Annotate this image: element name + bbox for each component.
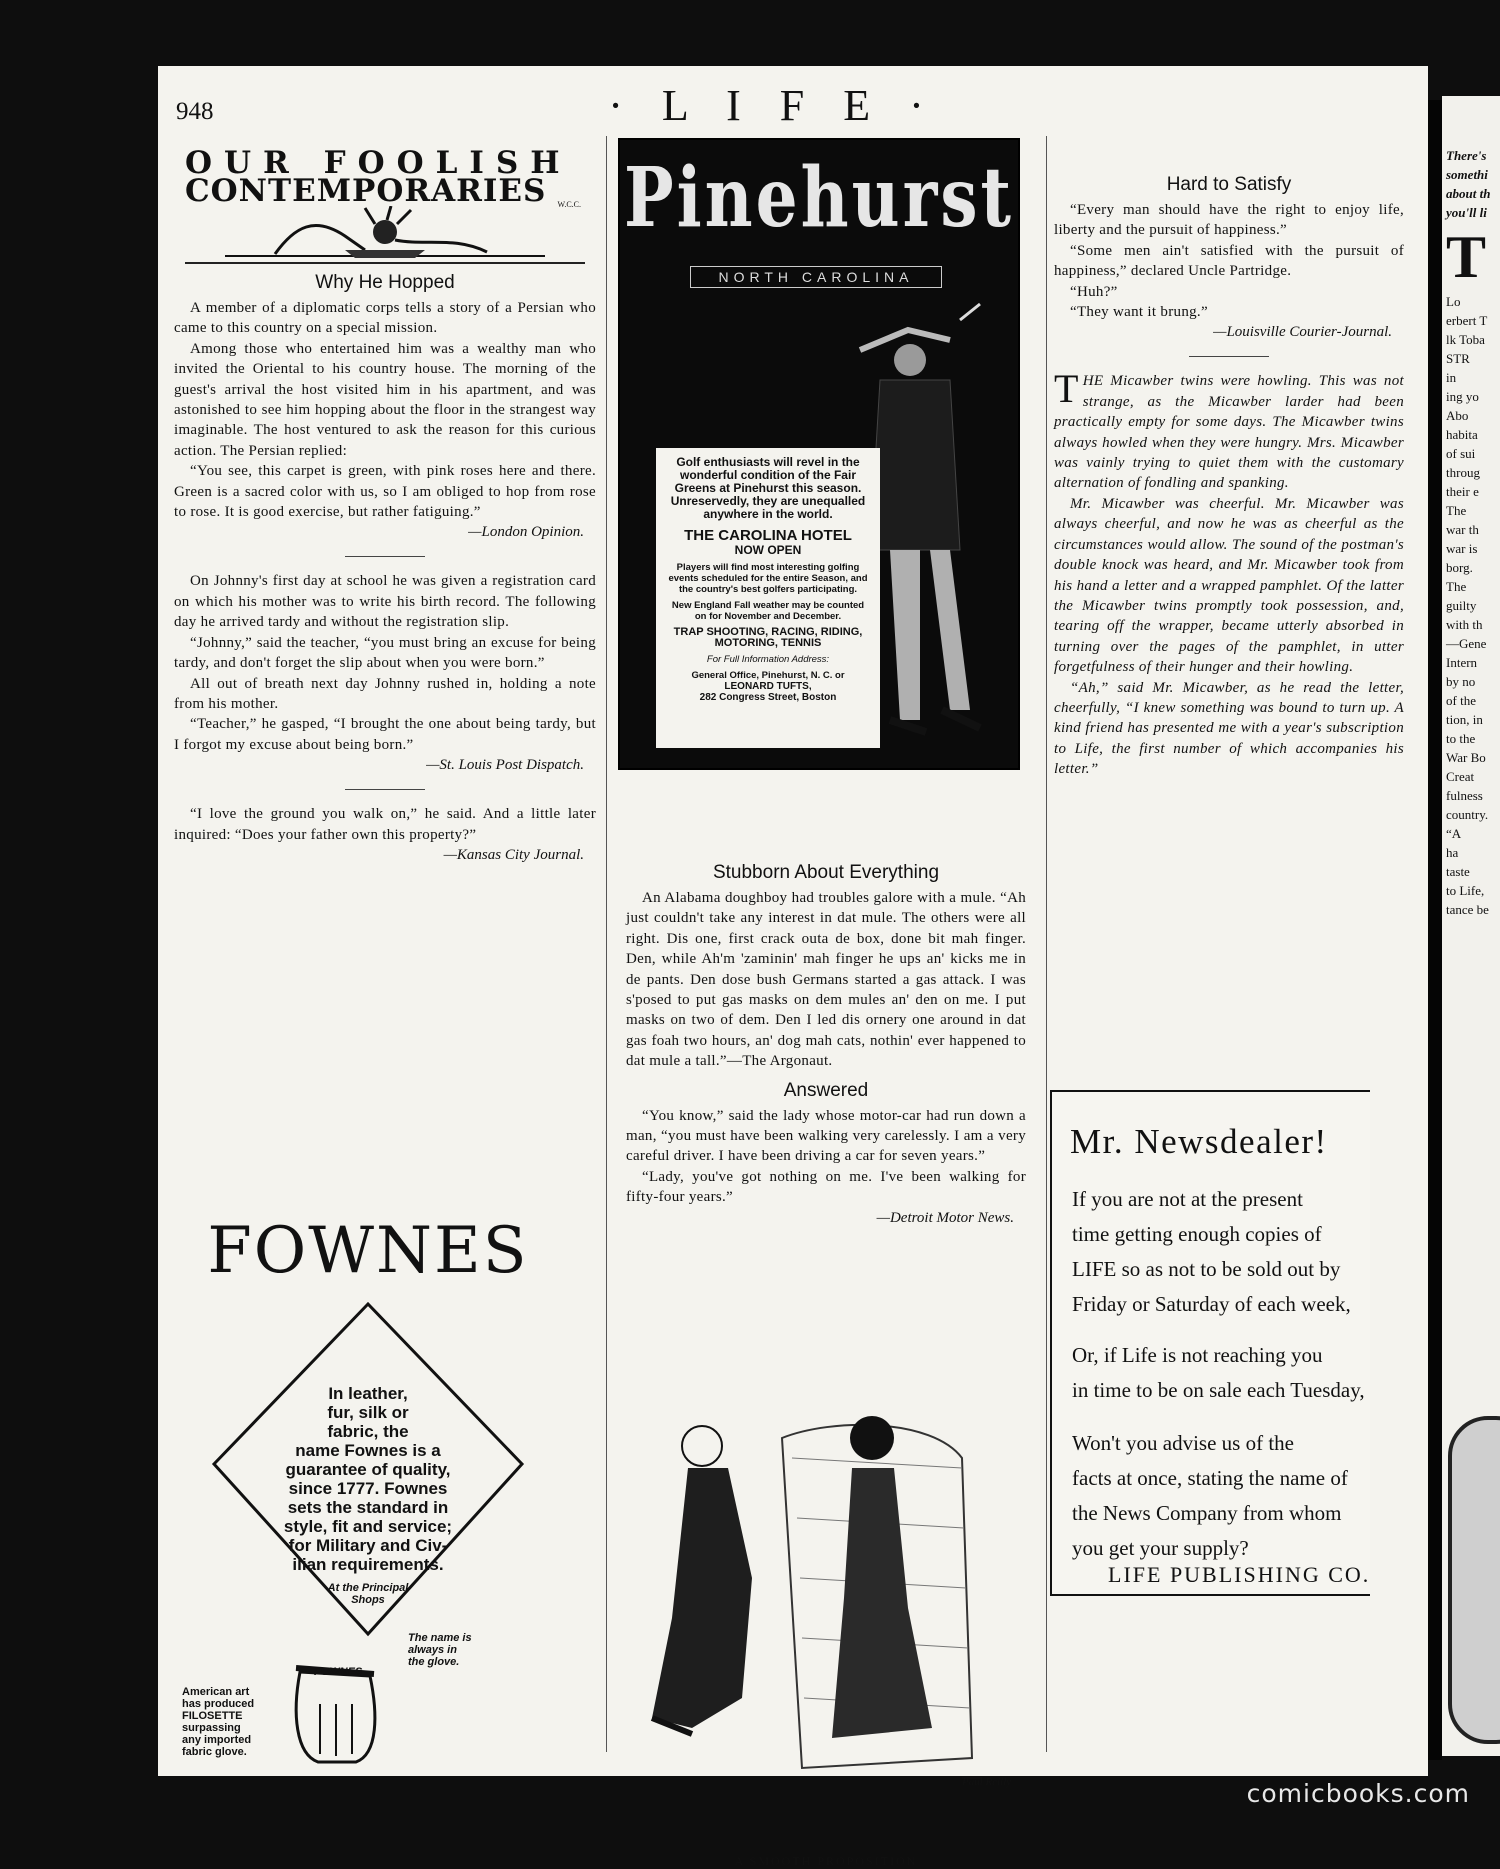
credit: —Detroit Motor News.: [876, 1209, 1014, 1226]
story-title: Answered: [783, 1079, 869, 1101]
fragment-line: STR: [1446, 351, 1470, 366]
fragment-line: their e: [1446, 484, 1479, 499]
story-body: [626, 1106, 1026, 1208]
paragraph: “I love the ground you walk on,” he said. And a little later inquired: “Does your father own this property?”: [174, 806, 596, 843]
column-rule: [1046, 136, 1047, 1752]
fragment-line: of sui: [1446, 446, 1476, 461]
fragment-line: habita: [1446, 427, 1478, 442]
story-title: Stubborn About Everything: [712, 862, 940, 883]
column-rule: [606, 136, 607, 1752]
fragment-line: with th: [1446, 617, 1483, 632]
pinehurst-hotel: THE CAROLINA HOTEL: [684, 527, 852, 544]
paragraph: “Johnny,” said the teacher, “you must bring an excuse for being tardy, and don't forget the slip about when you were born.”: [174, 634, 596, 672]
fragment-line: somethi: [1446, 167, 1488, 182]
copy-line: ilian requirements.: [292, 1555, 444, 1574]
paragraph: All out of breath next day Johnny rushed in, holding a note from his mother.: [174, 675, 596, 712]
copy-line: style, fit and service;: [283, 1517, 453, 1536]
masthead-line1: OUR FOOLISH: [185, 145, 572, 181]
fragment-line: War Bo: [1446, 750, 1486, 765]
story-title: Why He Hopped: [315, 272, 455, 293]
fragment-line: Lo: [1446, 294, 1461, 309]
credit: —Kansas City Journal.: [443, 846, 584, 863]
fownes-brand: FOWNES: [207, 1214, 529, 1288]
credit: —St. Louis Post Dispatch.: [426, 757, 584, 774]
pinehurst-players: Players will find most interesting golfing events scheduled for the entire Season, and the country's best golfers participating.: [668, 562, 868, 595]
ad-line: you get your supply?: [1072, 1536, 1249, 1560]
fragment-line: Intern: [1446, 655, 1478, 670]
separator: [1189, 356, 1269, 357]
masthead: [185, 136, 585, 264]
story-body: [1054, 200, 1404, 322]
copy-line: sets the standard in: [287, 1498, 449, 1517]
fragment-line: tion, in: [1446, 712, 1483, 727]
note-line: always in: [408, 1644, 457, 1656]
credit: —London Opinion.: [468, 524, 584, 541]
fragment-line: taste: [1446, 864, 1470, 879]
pinehurst-tufts: LEONARD TUFTS,: [724, 681, 812, 692]
pinehurst-title: Pinehurst: [623, 148, 1015, 246]
shops-line: Shops: [351, 1594, 385, 1606]
story-hard-to-satisfy: [1054, 174, 1404, 780]
paragraph-text: HE Micawber twins were howling. This was not strange, as the Micawber larder had been practically empty for some days. The Micawber twins always howled when they were hungry. Mrs. Micawber was vainly trying to quiet them with the customary alternation of fondling and spanking.: [1054, 373, 1404, 492]
fragment-text: [1446, 146, 1500, 919]
separator: [345, 556, 425, 557]
pinehurst-info: For Full Information Address:: [706, 654, 830, 665]
story-title: Hard to Satisfy: [1166, 174, 1292, 195]
pinehurst-sports: TRAP SHOOTING, RACING, RIDING, MOTORING, TENNIS: [673, 626, 863, 649]
fragment-line: war is: [1446, 541, 1478, 556]
ad-line: Friday or Saturday of each week,: [1072, 1292, 1351, 1316]
ad-line: LIFE so as not to be sold out by: [1072, 1257, 1341, 1281]
paragraph: A member of a diplomatic corps tells a story of a Persian who came to this country on a special mission.: [174, 300, 596, 337]
fragment-line: Abo: [1446, 408, 1469, 423]
ad-line: Won't you advise us of the: [1072, 1431, 1294, 1455]
fragment-line: The: [1446, 579, 1467, 594]
ad-line: facts at once, stating the name of: [1072, 1466, 1348, 1490]
paragraph: “You know,” said the lady whose motor-car had run down a man, “you must have been walking very carelessly. I am a very careful driver. I have been driving a car for seven years.”: [626, 1107, 1026, 1165]
fragment-line: about th: [1446, 186, 1491, 201]
paragraph: [1054, 366, 1404, 493]
page-number: 948: [176, 98, 214, 125]
copy-line: name Fownes is a: [295, 1441, 441, 1460]
shops-line: At the Principal: [327, 1582, 409, 1594]
copy-line: since 1777. Fownes: [288, 1479, 448, 1498]
newsdealer-paragraph-2: [1072, 1338, 1370, 1408]
story-body: [174, 298, 596, 522]
note-line: the glove.: [408, 1656, 460, 1668]
masthead-initials: W.C.C.: [557, 200, 581, 209]
fownes-ad: [178, 1204, 598, 1764]
fragment-line: throug: [1446, 465, 1480, 480]
page-gutter: [1428, 100, 1442, 1760]
next-page-fragment: [1442, 96, 1500, 1756]
compass-illustration: [1448, 1416, 1500, 1744]
cartoon-signature: Paul Reilly: [962, 1776, 1012, 1788]
fragment-line: ing yo: [1446, 389, 1479, 404]
fragment-line: fulness: [1446, 788, 1483, 803]
fragment-line: lk Toba: [1446, 332, 1485, 347]
paragraph: “Teacher,” he gasped, “I brought the one about being tardy, but I forgot my excuse about being born.”: [174, 716, 596, 753]
fragment-line: borg.: [1446, 560, 1473, 575]
cartoon-illustration: [632, 1398, 1022, 1838]
fragment-line: erbert T: [1446, 313, 1488, 328]
copy-line: fabric, the: [327, 1422, 409, 1441]
ad-line: If you are not at the present: [1072, 1187, 1303, 1211]
pinehurst-ad: [618, 138, 1020, 770]
copy-line: fur, silk or: [327, 1403, 409, 1422]
paragraph: Among those who entertained him was a wealthy man who invited the Oriental to his country house. The morning of the guest's arrival the host visited him in his apartment, and was astonished to see him hopping about the floor in the strangest way imaginable. The host ventured to ask the reason for this curious action. The Persian replied:: [174, 340, 596, 459]
paragraph: “They want it brung.”: [1070, 304, 1208, 321]
fragment-line: by no: [1446, 674, 1476, 689]
column-2: [612, 136, 1040, 1868]
cartoon-caption: A SMOOTH PROPOSITION: [734, 1854, 918, 1868]
jester-illustration: [225, 206, 545, 262]
fragment-line: T: [1446, 224, 1487, 290]
credit: —Louisville Courier-Journal.: [1213, 324, 1392, 341]
paragraph: “Every man should have the right to enjoy life, liberty and the pursuit of happiness.”: [1054, 202, 1404, 239]
newsdealer-ad: [1050, 1090, 1370, 1596]
running-head: · L I F E ·: [608, 81, 938, 130]
pinehurst-intro: Golf enthusiasts will revel in the wonderful condition of the Fair Greens at Pinehurst this season. Unreservedly, they are unequalled anywhere in the world.: [670, 455, 866, 521]
paragraph: “Lady, you've got nothing on me. I've been walking for fifty-four years.”: [626, 1168, 1026, 1206]
pinehurst-subtitle: NORTH CAROLINA: [690, 266, 942, 288]
column-1: [170, 136, 600, 1776]
fragment-line: in: [1446, 370, 1457, 385]
fragment-line: —Gene: [1446, 636, 1487, 651]
story-love-ground: [174, 804, 596, 845]
paragraph: “You see, this carpet is green, with pink roses here and there. Green is a sacred color with us, so I am obliged to hop from rose to rose. It is good exercise, but rather fatiguing.”: [174, 463, 596, 521]
filosette-note: [182, 1686, 254, 1758]
newsdealer-paragraph-3: [1072, 1426, 1370, 1566]
fragment-line: The: [1446, 503, 1467, 518]
fragment-line: war th: [1446, 522, 1479, 537]
paragraph: “Some men ain't satisfied with the pursuit of happiness,” declared Uncle Partridge.: [1054, 242, 1404, 280]
ad-line: the News Company from whom: [1072, 1501, 1342, 1525]
paragraph: An Alabama doughboy had troubles galore with a mule. “Ah just couldn't take any interest in dat mule. The others were all right. Dis one, first crack outa de box, done bit mah finger. Den, while Ah'm 'zaminin' mah finger he ups an' kicks me in de pants. Den dose bush Germans started a gas attack. I was s'posed to put gas masks on dem mules an' den on me. I put masks on two of dem. Den I led dis ornery one around in dat gas foah two hours, an' dog mah cats, nothin' ever happened to dat mule a tall.”—The Argonaut.: [626, 890, 1026, 1070]
fragment-line: guilty: [1446, 598, 1477, 613]
paragraph: Mr. Micawber was cheerful. Mr. Micawber was always cheerful, and now he was as cheerful as the circumstances would allow. The sound of the postman's double knock was heard, and Mr. Micawber took from his hand a letter and a wrapped pamphlet. Of the latter the Micawber twins promptly took possession, and, tearing off the wrapper, became utterly absorbed in turning over the pages of the pamphlet, in utter forgetfulness of their hunger and their howling.: [1054, 495, 1404, 676]
fragment-line: Creat: [1446, 769, 1475, 784]
paragraph: “Ah,” said Mr. Micawber, as he read the letter, cheerfully, “I knew something was bound to turn up. A kind friend has presented me with a year's subscription to Life, the first number of which accompanies his letter.”: [1054, 679, 1404, 778]
story-why-he-hopped: [170, 272, 600, 865]
column-2-stories: [626, 854, 1026, 1228]
separator: [345, 789, 425, 790]
copy-line: In leather,: [328, 1384, 408, 1403]
fragment-line: tance be: [1446, 902, 1489, 917]
copy-line: for Military and Civ-: [288, 1536, 448, 1555]
note-line: The name is: [408, 1632, 472, 1644]
fragment-line: “A: [1446, 826, 1462, 841]
ad-line: Or, if Life is not reaching you: [1072, 1343, 1323, 1367]
glove-note: [408, 1632, 472, 1668]
fragment-line: you'll li: [1446, 205, 1487, 220]
paragraph: “Huh?”: [1070, 283, 1118, 300]
fownes-copy: [218, 1384, 518, 1606]
copy-line: guarantee of quality,: [285, 1460, 451, 1479]
note-line: American art: [182, 1686, 250, 1698]
ad-line: time getting enough copies of: [1072, 1222, 1322, 1246]
glove-label: FOWNES: [314, 1666, 363, 1678]
pinehurst-office: General Office, Pinehurst, N. C. or: [691, 670, 845, 681]
newsdealer-paragraph-1: [1072, 1182, 1370, 1322]
ad-line: in time to be on sale each Tuesday,: [1072, 1378, 1365, 1402]
pinehurst-open: NOW OPEN: [734, 543, 802, 557]
story-johnny: [174, 571, 596, 755]
dropcap: T: [1054, 366, 1079, 412]
pinehurst-copy-box: [656, 448, 880, 748]
masthead-line2: CONTEMPORARIES: [185, 173, 547, 209]
fragment-line: to the: [1446, 731, 1476, 746]
pinehurst-street: 282 Congress Street, Boston: [699, 692, 837, 703]
fragment-line: There's: [1446, 148, 1487, 163]
story-body: [626, 888, 1026, 1072]
fragment-line: ha: [1446, 845, 1459, 860]
fragment-line: of the: [1446, 693, 1476, 708]
paragraph: On Johnny's first day at school he was given a registration card on which his mother was to write his birth record. The following day he arrived tardy and without the registration slip.: [174, 573, 596, 631]
note-line: fabric glove.: [182, 1746, 247, 1758]
fragment-line: to Life,: [1446, 883, 1485, 898]
note-line: FILOSETTE: [182, 1710, 243, 1722]
note-line: has produced: [182, 1698, 255, 1710]
note-line: surpassing: [182, 1722, 241, 1734]
newsdealer-publisher: LIFE PUBLISHING CO.: [1108, 1562, 1370, 1587]
pinehurst-weather: New England Fall weather may be counted on for November and December.: [671, 600, 865, 622]
newsdealer-title: Mr. Newsdealer!: [1070, 1122, 1328, 1161]
fragment-line: country.: [1446, 807, 1489, 822]
story-body: [1054, 366, 1404, 779]
story-micawber: [1054, 366, 1404, 779]
note-line: any imported: [182, 1734, 252, 1746]
watermark: comicbooks.com: [1246, 1779, 1470, 1808]
